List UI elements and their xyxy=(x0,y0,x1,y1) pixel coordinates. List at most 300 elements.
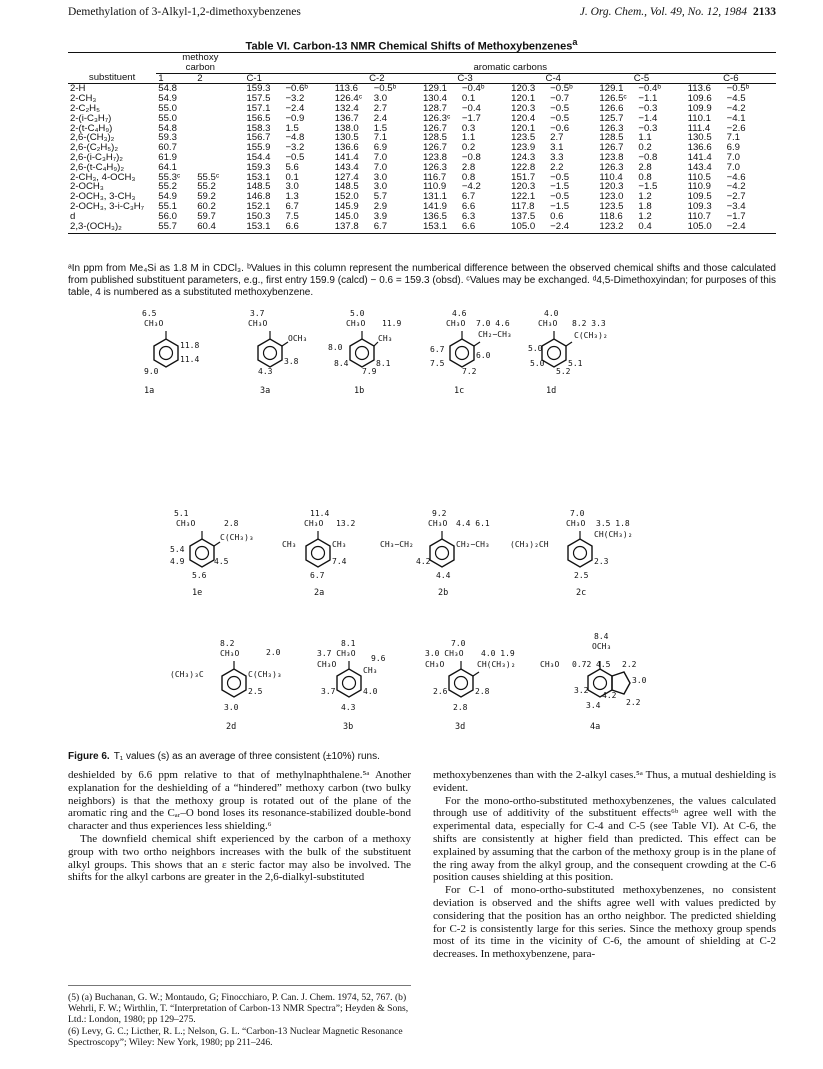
mol-label: 4.0 xyxy=(363,687,378,696)
shift-cell: 128.5 xyxy=(599,132,624,144)
mol-label: C(CH₃)₂ xyxy=(574,331,608,340)
text-column-left xyxy=(68,769,411,884)
shift-cell: 127.4 xyxy=(334,171,359,183)
shift-cell: 5.6 xyxy=(285,161,299,173)
shift-cell: −1.7 xyxy=(461,112,481,124)
mol-label: 4.3 xyxy=(258,367,273,376)
shift-cell: 1.3 xyxy=(285,191,299,203)
mol-label: CH₂−CH₃ xyxy=(478,330,512,339)
shift-cell: 124.3 xyxy=(511,151,536,163)
table-header-row xyxy=(68,53,776,63)
shift-cell: 3.9 xyxy=(373,210,388,222)
shift-cell: 151.7 xyxy=(511,171,536,183)
shift-cell: 59.2 xyxy=(197,191,216,203)
mol-label: 3.7 xyxy=(250,309,265,318)
molecule-4a xyxy=(540,632,680,732)
shift-cell: 7.1 xyxy=(373,132,388,144)
shift-cell: −2.4 xyxy=(725,222,776,234)
shift-cell: 0.1 xyxy=(461,93,476,105)
shift-cell: −0.6ᵇ xyxy=(285,83,309,95)
c5-header: C-5 xyxy=(597,73,685,84)
methoxy-2-header: 2 xyxy=(195,73,244,84)
table-caption xyxy=(0,37,823,53)
shift-cell xyxy=(195,133,244,143)
shift-cell: −2.7 xyxy=(726,191,746,203)
mol-label: 8.1 xyxy=(341,639,356,648)
shift-cell: −1.1 xyxy=(638,93,658,105)
shift-cell: 60.2 xyxy=(197,200,216,212)
shift-cell: −0.3 xyxy=(638,122,658,134)
shift-cell: 129.1 xyxy=(422,83,447,95)
shift-cell: 157.5 xyxy=(246,93,271,105)
mol-label: CH₃O xyxy=(425,660,445,669)
mol-label: 2.5 xyxy=(248,687,263,696)
mol-label: 3.0 xyxy=(632,676,647,685)
mol-label: 2.6 xyxy=(433,687,448,696)
shift-cell: 120.4 xyxy=(511,112,536,124)
mol-label: CH₃O xyxy=(538,319,558,328)
compound-id: 3b xyxy=(343,722,354,732)
shift-cell: 54.9 xyxy=(158,191,177,203)
molecule-structure xyxy=(130,316,210,391)
substituent-cell: 2,6-(C₂H₅)₂ xyxy=(70,142,119,154)
shift-cell: 55.5ᶜ xyxy=(197,171,220,183)
shift-cell: 7.1 xyxy=(726,132,740,144)
c1-header: C-1 xyxy=(244,73,332,84)
mol-label: 4.2 xyxy=(416,557,431,566)
mol-label: (CH₃)₃C xyxy=(170,670,204,679)
shift-cell: 0.8 xyxy=(461,171,476,183)
shift-cell: 109.3 xyxy=(687,200,712,212)
mol-label: 7.0 xyxy=(451,639,466,648)
shift-cell: 126.7 xyxy=(422,122,447,134)
mol-label: 3.0 xyxy=(224,703,239,712)
table-caption-text: Table VI. Carbon-13 NMR Chemical Shifts of Methoxybenzenes xyxy=(245,40,573,53)
figure-label: Figure 6. xyxy=(68,751,110,762)
mol-label: CH₃O xyxy=(144,319,164,328)
shift-cell: 3.0 xyxy=(373,181,388,193)
shift-cell: 54.9 xyxy=(158,93,177,105)
shift-cell: 143.4 xyxy=(334,161,359,173)
figure-caption xyxy=(68,751,468,762)
shift-cell: 105.0 xyxy=(686,222,725,234)
molecule-structure xyxy=(540,646,680,726)
shift-cell: 141.9 xyxy=(422,200,447,212)
shift-cell: 1.2 xyxy=(638,191,652,203)
shift-cell: 7.0 xyxy=(726,151,740,163)
shift-cell: 6.6 xyxy=(283,222,332,234)
mol-label: CH(CH₃)₂ xyxy=(477,660,516,669)
shift-cell: −4.8 xyxy=(285,132,305,144)
shift-cell: 60.7 xyxy=(158,142,177,154)
shift-cell: 145.9 xyxy=(334,200,359,212)
mol-label: 8.2 3.3 xyxy=(572,319,606,328)
shift-cell: 128.5 xyxy=(422,132,447,144)
table-row xyxy=(68,222,776,234)
shift-cell: 2.8 xyxy=(461,161,476,173)
shift-cell: 3.3 xyxy=(550,151,564,163)
figure-caption-text: T₁ values (s) as an average of three consistent (±10%) runs. xyxy=(113,751,380,762)
shift-cell: 1.1 xyxy=(638,132,652,144)
mol-label: CH(CH₃)₂ xyxy=(594,530,633,539)
journal-citation: J. Org. Chem., Vol. 49, No. 12, 1984 xyxy=(579,6,747,18)
mol-label: 11.8 xyxy=(180,341,200,350)
shift-cell: 120.3 xyxy=(511,181,536,193)
shift-cell: 61.9 xyxy=(158,151,177,163)
mol-label: 7.4 xyxy=(332,557,347,566)
shift-cell: 156.5 xyxy=(246,112,271,124)
mol-label: 5.2 xyxy=(556,367,571,376)
substituent-cell: 2,6-(i-C₃H₇)₂ xyxy=(70,151,124,163)
table-header-row xyxy=(68,63,776,73)
molecule-1b xyxy=(320,309,410,396)
shift-cell: 109.9 xyxy=(687,102,712,114)
mol-label: CH₃−CH₂ xyxy=(380,540,414,549)
mol-label: C(CH₃)₃ xyxy=(248,670,282,679)
shift-cell: 126.3ᶜ xyxy=(422,112,451,124)
shift-cell: 130.5 xyxy=(687,132,712,144)
mol-label: CH₃O xyxy=(346,319,366,328)
shift-cell: 117.8 xyxy=(511,200,535,212)
shift-cell: 148.5 xyxy=(334,181,359,193)
shift-cell: 159.3 xyxy=(246,83,271,95)
shift-cell: 110.7 xyxy=(687,210,711,222)
shift-cell: 6.6 xyxy=(460,222,509,234)
shift-cell: 155.9 xyxy=(246,142,271,154)
shift-cell: 138.0 xyxy=(334,122,359,134)
substituent-cell: 2,3-(OCH₃)₂ xyxy=(68,222,156,234)
mol-label: 9.2 xyxy=(432,509,447,518)
mol-label: 4.9 xyxy=(170,557,185,566)
shift-cell xyxy=(195,124,244,134)
table-caption-mark: a xyxy=(572,37,578,47)
shift-cell: 5.7 xyxy=(373,191,388,203)
shift-cell: 123.8 xyxy=(599,151,624,163)
c2-header: C-2 xyxy=(333,73,421,84)
shift-cell: 59.3 xyxy=(158,132,177,144)
shift-cell: 120.3 xyxy=(599,181,624,193)
shift-cell: −0.9 xyxy=(285,112,305,124)
shift-cell: 123.5 xyxy=(599,200,624,212)
substituent-cell: 2-H xyxy=(70,83,86,95)
shift-cell: 153.1 xyxy=(246,171,271,183)
shift-cell: 132.4 xyxy=(334,102,359,114)
mol-label: 11.4 xyxy=(310,509,330,518)
shift-cell: 130.5 xyxy=(334,132,359,144)
mol-label: 5.0 xyxy=(350,309,365,318)
shift-cell: 159.3 xyxy=(246,161,271,173)
shift-cell: −1.5 xyxy=(550,181,570,193)
shift-cell: 105.0 xyxy=(509,222,548,234)
shift-cell: −0.5 xyxy=(550,102,570,114)
mol-label: 11.4 xyxy=(180,355,200,364)
shift-cell: 55.2 xyxy=(197,181,216,193)
shift-cell: −2.4 xyxy=(548,222,597,234)
shift-cell: −0.8 xyxy=(638,151,658,163)
molecule-3a xyxy=(240,309,320,396)
mol-label: CH₃O xyxy=(540,660,560,669)
shift-cell: 110.9 xyxy=(687,181,711,193)
shift-cell: 126.5ᶜ xyxy=(599,93,627,105)
compound-id: 1e xyxy=(192,588,203,598)
shift-cell: −0.5ᵇ xyxy=(726,83,750,95)
shift-cell: 7.0 xyxy=(373,151,388,163)
molecule-2d xyxy=(170,639,310,732)
shift-cell: 2.2 xyxy=(550,161,564,173)
mol-label: 5.1 xyxy=(174,509,189,518)
mol-label: CH₃O xyxy=(176,519,196,528)
mol-label: 4.3 xyxy=(341,703,356,712)
mol-label: 9.0 xyxy=(144,367,159,376)
mol-label: 5.6 xyxy=(192,571,207,580)
mol-label: 5.0 xyxy=(528,344,543,353)
header-title: Demethylation of 3-Alkyl-1,2-dimethoxybenzenes xyxy=(68,6,301,18)
shift-cell: −0.5ᵇ xyxy=(373,83,397,95)
shift-cell: 55.0 xyxy=(158,112,177,124)
shift-cell: 145.0 xyxy=(334,210,359,222)
text-column-right xyxy=(433,769,776,961)
shift-cell: 6.7 xyxy=(461,191,476,203)
shift-cell: −0.8 xyxy=(461,151,481,163)
mol-label: OCH₃ xyxy=(592,642,612,651)
c4-header: C-4 xyxy=(509,73,597,84)
mol-label: 3.7 CH₃O xyxy=(317,649,356,658)
mol-label: 9.6 xyxy=(371,654,386,663)
compound-id: 2a xyxy=(314,588,325,598)
mol-label: CH₃ xyxy=(363,666,378,675)
mol-label: 4.2 xyxy=(602,691,617,700)
paragraph: methoxybenzenes than with the 2-alkyl cases.⁵ᵃ Thus, a mutual deshielding is evident. xyxy=(433,769,776,794)
shift-cell: 146.8 xyxy=(246,191,271,203)
substituent-header: substituent xyxy=(68,73,156,84)
reference-item: (5) (a) Buchanan, G. W.; Montaudo, G; Finocchiaro, P. Can. J. Chem. 1974, 52, 767. (b) Wehrli, F. W.; Wirthlin, T. “Interpretation of Carbon-13 NMR Spectra”; Heyden & Sons, Ltd.: London, 1980; pp 129–275. xyxy=(68,992,409,1025)
shift-cell: 1.5 xyxy=(373,122,388,134)
shift-cell: 126.3 xyxy=(599,161,624,173)
shift-cell: −4.2 xyxy=(726,102,746,114)
mol-label: 8.2 xyxy=(220,639,235,648)
shift-cell: 120.3 xyxy=(511,83,536,95)
nmr-table xyxy=(68,52,776,234)
shift-cell: 0.4 xyxy=(636,222,685,234)
molecule-2a xyxy=(280,509,370,598)
shift-cell: 110.4 xyxy=(599,171,623,183)
mol-label: 2.2 xyxy=(622,660,637,669)
compound-id: 1a xyxy=(144,386,155,396)
shift-cell: 6.7 xyxy=(372,222,421,234)
compound-id: 1b xyxy=(354,386,365,396)
shift-cell: 6.9 xyxy=(726,142,740,154)
shift-cell: 55.7 xyxy=(156,222,195,234)
shift-cell: 111.4 xyxy=(687,122,711,134)
mol-label: 2.8 xyxy=(453,703,468,712)
mol-label: 2.0 xyxy=(266,648,281,657)
shift-cell: 6.6 xyxy=(461,200,476,212)
shift-cell: 7.0 xyxy=(726,161,740,173)
mol-label: 4.4 6.1 xyxy=(456,519,490,528)
substituent-cell: 2,6-(t-C₄H₉)₂ xyxy=(70,161,125,173)
shift-cell: 118.6 xyxy=(599,210,623,222)
substituent-cell: 2-OCH₃ xyxy=(70,181,104,193)
molecule-structure xyxy=(425,646,535,726)
mol-label: 5.0 xyxy=(530,359,545,368)
shift-cell: 7.0 xyxy=(373,161,388,173)
shift-cell: 154.4 xyxy=(246,151,271,163)
substituent-cell: 2-OCH₃, 3-i-C₃H₇ xyxy=(70,200,145,212)
molecule-3b xyxy=(315,639,405,732)
shift-cell: −0.5 xyxy=(550,171,570,183)
mol-label: 3.7 xyxy=(321,687,336,696)
shift-cell: −0.4 xyxy=(461,102,481,114)
shift-cell: 3.0 xyxy=(373,93,388,105)
mol-label: 8.0 xyxy=(328,343,343,352)
molecule-1c xyxy=(430,309,520,396)
shift-cell: −0.5 xyxy=(285,151,305,163)
shift-cell: 54.8 xyxy=(158,122,177,134)
substituent-cell: 2-(t-C₄H₉) xyxy=(70,122,113,134)
mol-label: 8.4 xyxy=(594,632,609,641)
mol-label: CH₃O xyxy=(304,519,324,528)
shift-cell: −0.3 xyxy=(638,102,658,114)
carbon-header: carbon xyxy=(156,63,244,73)
mol-label: 3.0 CH₃O xyxy=(425,649,464,658)
shift-cell: 123.9 xyxy=(511,142,536,154)
mol-label: 4.4 xyxy=(436,571,451,580)
mol-label: 6.5 xyxy=(142,309,157,318)
table-header-row xyxy=(68,73,776,84)
compound-id: 3a xyxy=(260,386,271,396)
mol-label: 7.0 4.6 xyxy=(476,319,510,328)
mol-label: 7.9 xyxy=(362,367,377,376)
shift-cell: 59.7 xyxy=(197,210,216,222)
molecule-structure xyxy=(170,646,310,726)
references xyxy=(68,985,411,1049)
shift-cell: −4.6 xyxy=(726,171,746,183)
shift-cell: 2.9 xyxy=(373,200,388,212)
shift-cell: −0.6 xyxy=(550,122,570,134)
mol-label: CH₃O xyxy=(248,319,268,328)
mol-label: 2.8 xyxy=(224,519,239,528)
c6-header: C-6 xyxy=(686,73,776,84)
shift-cell: 60.4 xyxy=(195,222,244,234)
shift-cell: 2.7 xyxy=(373,102,388,114)
shift-cell: 0.3 xyxy=(461,122,476,134)
molecule-3d xyxy=(425,639,535,732)
mol-label: 8.4 xyxy=(334,359,349,368)
molecule-structure xyxy=(315,646,405,726)
shift-cell: 122.8 xyxy=(511,161,536,173)
shift-cell: 6.9 xyxy=(373,142,388,154)
mol-label: 6.7 xyxy=(430,345,445,354)
shift-cell: 137.5 xyxy=(511,210,536,222)
compound-id: 2b xyxy=(438,588,449,598)
mol-label: OCH₃ xyxy=(288,334,308,343)
molecule-structure xyxy=(280,516,370,591)
substituent-cell: d xyxy=(70,210,76,222)
shift-cell: 153.1 xyxy=(421,222,460,234)
mol-label: 2.2 xyxy=(626,698,641,707)
mol-label: 4.0 1.9 xyxy=(481,649,515,658)
shift-cell: −1.4 xyxy=(638,112,658,124)
shift-cell: 136.6 xyxy=(334,142,359,154)
shift-cell: −3.2 xyxy=(285,93,305,105)
mol-label: (CH₃)₂CH xyxy=(510,540,549,549)
molecule-2c xyxy=(510,509,660,598)
shift-cell: −1.7 xyxy=(726,210,746,222)
shift-cell: 56.0 xyxy=(158,210,177,222)
shift-cell: 136.7 xyxy=(334,112,359,124)
shift-cell: 1.5 xyxy=(285,122,299,134)
mol-label: 11.9 xyxy=(382,319,402,328)
shift-cell: −0.7 xyxy=(550,93,570,105)
shift-cell: 2.7 xyxy=(550,132,564,144)
shift-cell: 116.7 xyxy=(422,171,447,183)
c3-header: C-3 xyxy=(421,73,509,84)
shift-cell: 123.5 xyxy=(511,132,536,144)
substituent-cell: 2-CH₃, 4-OCH₃ xyxy=(70,171,136,183)
shift-cell: −4.1 xyxy=(726,112,746,124)
mol-label: 3.2 xyxy=(574,686,589,695)
shift-cell: 0.6 xyxy=(550,210,564,222)
shift-cell: 123.2 xyxy=(597,222,636,234)
mol-label: 3.8 xyxy=(284,357,299,366)
shift-cell: 120.3 xyxy=(511,102,536,114)
molecule-2b xyxy=(380,509,510,598)
shift-cell: 0.1 xyxy=(285,171,299,183)
shift-cell xyxy=(195,104,244,114)
shift-cell: 3.0 xyxy=(285,181,299,193)
shift-cell: 113.6 xyxy=(687,83,711,95)
running-header xyxy=(68,6,776,22)
compound-id: 1c xyxy=(454,386,465,396)
shift-cell: 136.6 xyxy=(687,142,712,154)
methoxy-1-header: 1 xyxy=(156,73,195,84)
mol-label: 8.1 xyxy=(376,359,391,368)
mol-label: 6.0 xyxy=(476,351,491,360)
shift-cell xyxy=(195,153,244,163)
shift-cell: 109.5 xyxy=(687,191,712,203)
shift-cell: −1.5 xyxy=(550,200,570,212)
shift-cell: 131.1 xyxy=(422,191,447,203)
shift-cell: 0.2 xyxy=(461,142,476,154)
shift-cell: 110.9 xyxy=(422,181,447,193)
shift-cell: 2.4 xyxy=(373,112,388,124)
mol-label: 0.72 xyxy=(572,660,592,669)
mol-label: 4.0 xyxy=(544,309,559,318)
shift-cell xyxy=(195,94,244,104)
shift-cell: 152.0 xyxy=(334,191,359,203)
paragraph: deshielded by 6.6 ppm relative to that of methylnaphthalene.⁵ᵃ Another explanation for the deshielding of a “hindered” methoxy carbon (two bulky neighbors) is that the methoxy group is rotated out of the plane of the aromatic ring and the Cₐᵣ–O bond loses its resonance-stabilized double-bond character and thus experiences less shielding.⁶ xyxy=(68,769,411,833)
shift-cell: −1.5 xyxy=(638,181,658,193)
substituent-cell: 2-C₂H₅ xyxy=(70,102,100,114)
shift-cell: −3.2 xyxy=(285,142,305,154)
shift-cell: 126.3 xyxy=(599,122,624,134)
shift-cell: 128.7 xyxy=(422,102,447,114)
mol-label: 13.2 xyxy=(336,519,356,528)
mol-label: 3.5 1.8 xyxy=(596,519,630,528)
shift-cell: 7.5 xyxy=(285,210,299,222)
shift-cell: 0.8 xyxy=(638,171,652,183)
header-citation xyxy=(580,6,776,18)
shift-cell: −0.5 xyxy=(550,191,570,203)
mol-label: 4.6 xyxy=(452,309,467,318)
shift-cell: 55.1 xyxy=(158,200,177,212)
mol-label: C(CH₃)₃ xyxy=(220,533,254,542)
shift-cell: 110.5 xyxy=(687,171,711,183)
shift-cell: 55.3ᶜ xyxy=(158,171,181,183)
mol-label: CH₃O xyxy=(428,519,448,528)
shift-cell: 113.6 xyxy=(334,83,358,95)
figure-6 xyxy=(130,309,710,741)
